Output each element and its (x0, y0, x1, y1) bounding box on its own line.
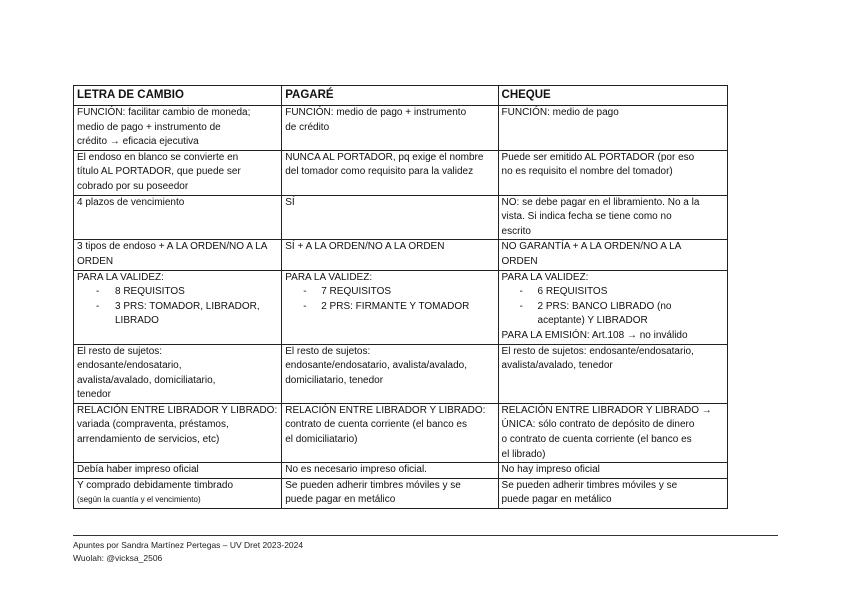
comparison-table (73, 85, 728, 509)
cell-line: medio de pago + instrumento de (77, 121, 221, 133)
cell-line: arrendamiento de servicios, etc) (77, 434, 220, 446)
validez-item: 8 REQUISITOS (115, 286, 185, 298)
cell-line: avalista/avalado, tenedor (501, 360, 613, 372)
footer-author: Apuntes por Sandra Martínez Pertegas – UV Dret 2023-2024 (73, 540, 304, 550)
timbre-text: puede pagar en metálico (285, 494, 396, 506)
validez-item: 6 REQUISITOS (537, 286, 608, 298)
cell-line: No hay impreso oficial (501, 464, 600, 476)
cell-line: SÍ (285, 196, 295, 208)
footer (73, 539, 303, 565)
cell-pagare (282, 344, 498, 403)
cell-line: Debía haber impreso oficial (77, 464, 199, 476)
cell-line: escrito (501, 225, 531, 237)
cell-line: el librado) (501, 448, 546, 460)
table-row (74, 478, 728, 508)
bullet-dash: - (303, 300, 307, 312)
table-body-bottom (74, 344, 728, 478)
cell-line: vista. Si indica fecha se tiene como no (501, 211, 672, 223)
timbre-text: Se pueden adherir timbres móviles y se (501, 479, 678, 491)
cell-line: 3 tipos de endoso + A LA ORDEN/NO A LA (77, 241, 268, 253)
cell-line: endosante/endosatario, (77, 360, 182, 372)
cell-pagare (282, 403, 498, 462)
cell-cheque (498, 403, 727, 462)
bullet-dash: - (303, 286, 307, 298)
validez-heading: PARA LA VALIDEZ: (77, 271, 164, 283)
table-row (74, 344, 728, 403)
cell-cheque (498, 195, 727, 240)
cell-line: 4 plazos de vencimiento (77, 196, 185, 208)
cell-line: SÍ + A LA ORDEN/NO A LA ORDEN (285, 241, 445, 253)
cell-line: tenedor (77, 389, 111, 401)
cell-pagare (282, 463, 498, 479)
timbre-text: puede pagar en metálico (501, 494, 612, 506)
cell-line: No es necesario impreso oficial. (285, 464, 427, 476)
cell-line: título AL PORTADOR, que puede ser (77, 166, 241, 178)
cell-line: avalista/avalado, domiciliatario, (77, 374, 216, 386)
cell-line: El resto de sujetos: (77, 345, 163, 357)
cell-line: endosante/endosatario, avalista/avalado, (285, 360, 468, 372)
cell-letra (74, 195, 282, 240)
validez-section (74, 270, 728, 344)
cell-line: RELACIÓN ENTRE LIBRADOR Y LIBRADO: (77, 404, 278, 416)
cell-cheque (498, 106, 727, 151)
validez-pagare-cell (282, 270, 498, 344)
validez-item-continuation: aceptante) Y LIBRADOR (537, 315, 648, 327)
cell-line: El resto de sujetos: endosante/endosatario, (501, 345, 694, 357)
bullet-dash: - (519, 286, 523, 298)
table-row (74, 106, 728, 151)
timbre-letra-cell (74, 478, 282, 508)
cell-line: ORDEN (501, 255, 538, 267)
cell-line: el domiciliatario) (285, 434, 358, 446)
bullet-dash: - (96, 286, 100, 298)
header-pagare: PAGARÉ (282, 86, 498, 106)
cell-line: NUNCA AL PORTADOR, pq exige el nombre (285, 151, 484, 163)
table-row (74, 403, 728, 462)
cell-line: RELACIÓN ENTRE LIBRADOR Y LIBRADO → (501, 404, 712, 416)
cell-letra (74, 106, 282, 151)
bullet-dash: - (96, 300, 100, 312)
validez-item: 7 REQUISITOS (321, 286, 392, 298)
header-letra-de-cambio: LETRA DE CAMBIO (74, 86, 282, 106)
validez-heading: PARA LA VALIDEZ: (501, 271, 589, 283)
cell-letra (74, 344, 282, 403)
validez-item: 2 PRS: FIRMANTE Y TOMADOR (321, 300, 470, 312)
cell-cheque (498, 240, 727, 270)
cell-line: de crédito (285, 121, 330, 133)
cell-letra (74, 240, 282, 270)
validez-item: 3 PRS: TOMADOR, LIBRADOR, (115, 300, 260, 312)
cell-line: NO: se debe pagar en el libramiento. No a la (501, 196, 700, 208)
cell-line: crédito → eficacia ejecutiva (77, 136, 199, 148)
cell-line: ORDEN (77, 255, 114, 267)
cell-pagare (282, 240, 498, 270)
cell-line: contrato de cuenta corriente (el banco es (285, 419, 467, 431)
validez-item-continuation: LIBRADO (115, 315, 159, 327)
cell-cheque (498, 463, 727, 479)
footer-wuolah: Wuolah: @vicksa_2506 (73, 553, 163, 563)
timbre-text: Y comprado debidamente timbrado (77, 479, 234, 491)
cell-line: El endoso en blanco se convierte en (77, 151, 239, 163)
cell-line: FUNCIÓN: medio de pago (501, 107, 619, 118)
cell-cheque (498, 344, 727, 403)
bullet-dash: - (519, 300, 523, 312)
table-row (74, 270, 728, 344)
cell-line: no es requisito el nombre del tomador) (501, 166, 673, 178)
cell-line: El resto de sujetos: (285, 345, 371, 357)
cell-pagare (282, 150, 498, 195)
cell-line: RELACIÓN ENTRE LIBRADOR Y LIBRADO: (285, 404, 486, 416)
cell-line: variada (compraventa, préstamos, (77, 419, 229, 431)
validez-item: 2 PRS: BANCO LIBRADO (no (537, 300, 672, 312)
table-row (74, 240, 728, 270)
timbre-cheque-cell (498, 478, 727, 508)
cell-pagare (282, 195, 498, 240)
cell-letra (74, 463, 282, 479)
cell-line: FUNCIÓN: facilitar cambio de moneda; (77, 107, 251, 118)
timbre-pagare-cell (282, 478, 498, 508)
cell-line: domiciliatario, tenedor (285, 374, 384, 386)
cell-line: FUNCIÓN: medio de pago + instrumento (285, 107, 467, 118)
cell-pagare (282, 106, 498, 151)
emision-note: PARA LA EMISIÓN: Art.108 → no inválido (501, 329, 688, 341)
footer-divider (73, 535, 778, 536)
cell-line: Puede ser emitido AL PORTADOR (por eso (501, 151, 695, 163)
cell-letra (74, 403, 282, 462)
validez-cheque-cell (498, 270, 727, 344)
timbre-section (74, 478, 728, 508)
header-row (74, 86, 728, 106)
table-row (74, 195, 728, 240)
cell-line: NO GARANTÍA + A LA ORDEN/NO A LA (501, 241, 682, 253)
cell-letra (74, 150, 282, 195)
header-cheque: CHEQUE (498, 86, 727, 106)
timbre-note: (según la cuantía y el vencimiento) (77, 495, 201, 505)
validez-heading: PARA LA VALIDEZ: (285, 271, 373, 283)
table-row (74, 463, 728, 479)
cell-line: o contrato de cuenta corriente (el banco es (501, 434, 692, 446)
cell-line: del tomador como requisito para la validez (285, 166, 474, 178)
cell-line: cobrado por su poseedor (77, 180, 189, 192)
validez-letra-cell (74, 270, 282, 344)
timbre-text: Se pueden adherir timbres móviles y se (285, 479, 461, 491)
cell-line: ÚNICA: sólo contrato de depósito de dinero (501, 419, 695, 431)
table-body-top (74, 106, 728, 271)
cell-cheque (498, 150, 727, 195)
table-row (74, 150, 728, 195)
